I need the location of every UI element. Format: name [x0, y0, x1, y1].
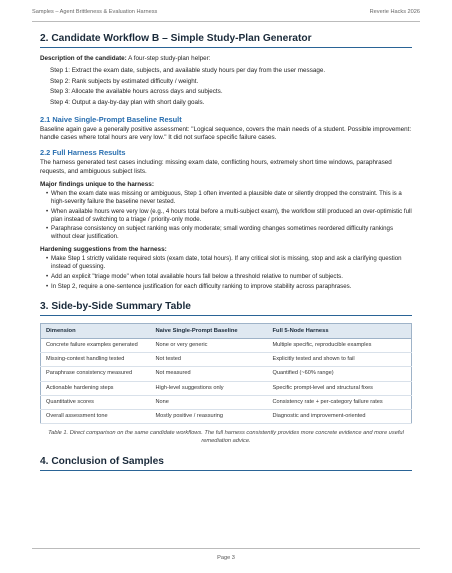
section-3-heading: 3. Side-by-Side Summary Table: [40, 301, 412, 316]
table-cell: None or very generic: [151, 338, 268, 352]
findings-label: Major findings unique to the harness:: [40, 180, 154, 188]
table-cell: Paraphrase consistency measured: [41, 367, 151, 381]
table-cell: Quantified (~60% range): [268, 367, 412, 381]
table-cell: Overall assessment tone: [41, 409, 151, 423]
section-4-heading: 4. Conclusion of Samples: [40, 456, 412, 471]
table-row: [41, 367, 412, 381]
table-row: [41, 353, 412, 367]
baseline-result-text: Baseline again gave a generally positive assessment: "Logical sequence, covers the main needs of a student. Possible improvement: handle cases where total hours are very low." It did not surface specific failure cases.: [40, 125, 412, 141]
suggestions-label: Hardening suggestions from the harness:: [40, 246, 167, 254]
column-header-harness: Full 5-Node Harness: [268, 323, 412, 338]
table-cell: Multiple specific, reproducible examples: [268, 338, 412, 352]
running-header: [32, 9, 420, 21]
table-row: [41, 338, 412, 352]
footer-divider: [32, 548, 420, 549]
candidate-description: [40, 55, 412, 63]
table-caption: Table 1. Direct comparison on the same candidate workflows. The full harness consistently provides more concrete evidence and more useful remediation advice.: [48, 430, 404, 444]
description-label: Description of the candidate:: [40, 55, 127, 62]
header-left-title: Samples – Agent Brittleness & Evaluation Harness: [32, 9, 158, 15]
table-cell: Concrete failure examples generated: [41, 338, 151, 352]
column-header-baseline: Naive Single-Prompt Baseline: [151, 323, 268, 338]
table-cell: Explicitly tested and shown to fail: [268, 353, 412, 367]
step-item: Step 1: Extract the exam date, subjects, and available study hours per day from the user message.: [50, 67, 326, 75]
section-2-2-heading: 2.2 Full Harness Results: [40, 148, 126, 158]
finding-item: • When the exam date was missing or ambiguous, Step 1 often invented a plausible date or silently dropped the constraint. This is a high-severity failure the baseline never tested.: [45, 190, 412, 206]
header-right-title: Reverie Hacks 2026: [369, 9, 420, 15]
page-content: [40, 33, 412, 478]
table-cell: Not measured: [151, 367, 268, 381]
step-item: Step 2: Rank subjects by estimated difficulty / weight.: [50, 77, 199, 85]
workflow-steps: [50, 66, 412, 108]
table-row: [41, 409, 412, 423]
table-cell: High-level suggestions only: [151, 381, 268, 395]
header-divider: [32, 21, 420, 22]
table-cell: Actionable hardening steps: [41, 381, 151, 395]
step-item: Step 3: Allocate the available hours across days and subjects.: [50, 88, 223, 96]
summary-table: [40, 323, 412, 424]
finding-item: • Paraphrase consistency on subject ranking was only moderate; small wording changes sometimes reordered difficulty rankings without clear justification.: [45, 225, 412, 241]
findings-list: [45, 190, 412, 241]
table-cell: None: [151, 395, 268, 409]
suggestions-list: [45, 255, 412, 291]
suggestion-item: • Add an explicit "triage mode" when total available hours fall below a threshold relative to number of subjects.: [45, 273, 412, 281]
finding-item: • When available hours were very low (e.g., 4 hours total before a multi-subject exam), the workflow still produced an over-optimistic full plan instead of switching to a triage / priority-only mode.: [45, 208, 412, 224]
step-item: Step 4: Output a day-by-day plan with short daily goals.: [50, 99, 205, 107]
table-row: [41, 381, 412, 395]
table-cell: Mostly positive / reassuring: [151, 409, 268, 423]
suggestion-item: • In Step 2, require a one-sentence justification for each difficulty ranking to improve stability across paraphrases.: [45, 283, 412, 291]
section-2-1-heading: 2.1 Naive Single-Prompt Baseline Result: [40, 114, 182, 124]
harness-results-text: The harness generated test cases including: missing exam date, conflicting hours, extremely short time windows, paraphrased requests, and ambiguous subject lists.: [40, 159, 392, 175]
description-text: A four-step study-plan helper:: [126, 55, 211, 62]
table-cell: Missing-context handling tested: [41, 353, 151, 367]
table-cell: Specific prompt-level and structural fixes: [268, 381, 412, 395]
table-cell: Quantitative scores: [41, 395, 151, 409]
column-header-dimension: Dimension: [41, 323, 151, 338]
table-cell: Not tested: [151, 353, 268, 367]
table-cell: Consistency rate + per-category failure rates: [268, 395, 412, 409]
page-number: Page 3: [217, 555, 235, 561]
table-header-row: [41, 323, 412, 338]
suggestion-item: • Make Step 1 strictly validate required slots (exam date, total hours). If any critical slot is missing, stop and ask a clarifying question instead of guessing.: [45, 255, 412, 271]
table-cell: Diagnostic and improvement-oriented: [268, 409, 412, 423]
table-row: [41, 395, 412, 409]
section-2-heading: 2. Candidate Workflow B – Simple Study-Plan Generator: [40, 33, 412, 48]
